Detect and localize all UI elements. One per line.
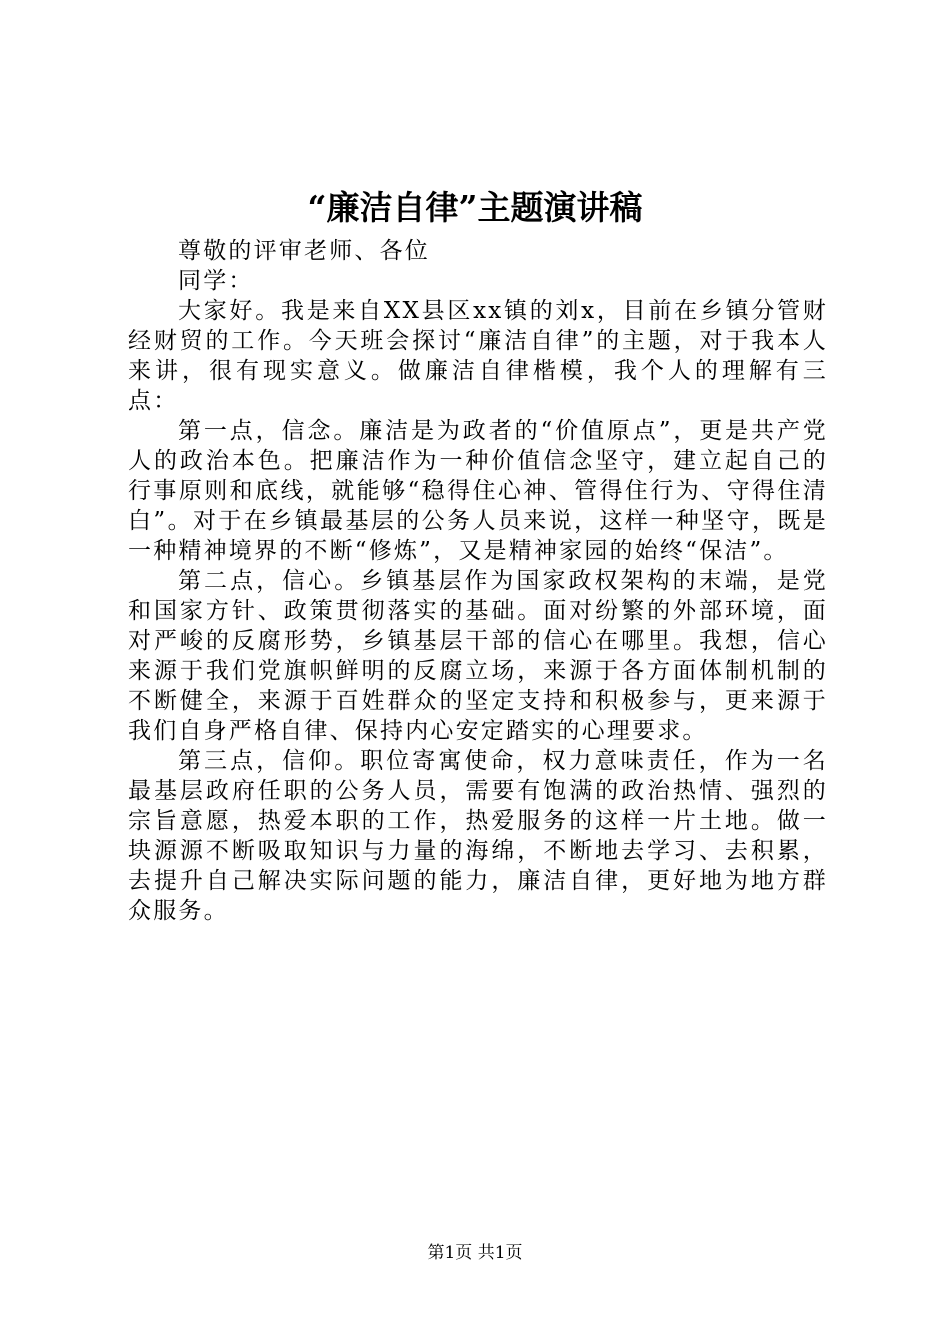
document-body: [128, 236, 828, 926]
paragraph-point-2: 第二点，信心。乡镇基层作为国家政权架构的末端，是党和国家方针、政策贯彻落实的基础。面对纷繁的外部环境，面对严峻的反腐形势，乡镇基层干部的信心在哪里。我想，信心来源于我们党旗帜鲜明的反腐立场，来源于各方面体制机制的不断健全，来源于百姓群众的坚定支持和积极参与，更来源于我们自身严格自律、保持内心安定踏实的心理要求。: [128, 568, 828, 744]
greeting-line-2: 同学：: [178, 268, 254, 294]
document-title: “廉洁自律”主题演讲稿: [307, 188, 643, 227]
greeting-line-1: 尊敬的评审老师、各位: [178, 238, 430, 264]
paragraph-point-3: 第三点，信仰。职位寄寓使命，权力意味责任，作为一名最基层政府任职的公务人员，需要有饱满的政治热情、强烈的宗旨意愿，热爱本职的工作，热爱服务的这样一片土地。做一块源源不断吸取知识与力量的海绵，不断地去学习、去积累，去提升自己解决实际问题的能力，廉洁自律，更好地为地方群众服务。: [128, 748, 828, 924]
paragraph-intro: 大家好。我是来自XX县区xx镇的刘x，目前在乡镇分管财经财贸的工作。今天班会探讨“廉洁自律”的主题，对于我本人来讲，很有现实意义。做廉洁自律楷模，我个人的理解有三点：: [128, 298, 828, 414]
page-number-footer: 第1页 共1页: [427, 1243, 523, 1263]
paragraph-point-1: 第一点，信念。廉洁是为政者的“价值原点”，更是共产党人的政治本色。把廉洁作为一种价值信念坚守，建立起自己的行事原则和底线，就能够“稳得住心神、管得住行为、守得住清白”。对于在乡镇最基层的公务人员来说，这样一种坚守，既是一种精神境界的不断“修炼”，又是精神家园的始终“保洁”。: [128, 418, 828, 564]
